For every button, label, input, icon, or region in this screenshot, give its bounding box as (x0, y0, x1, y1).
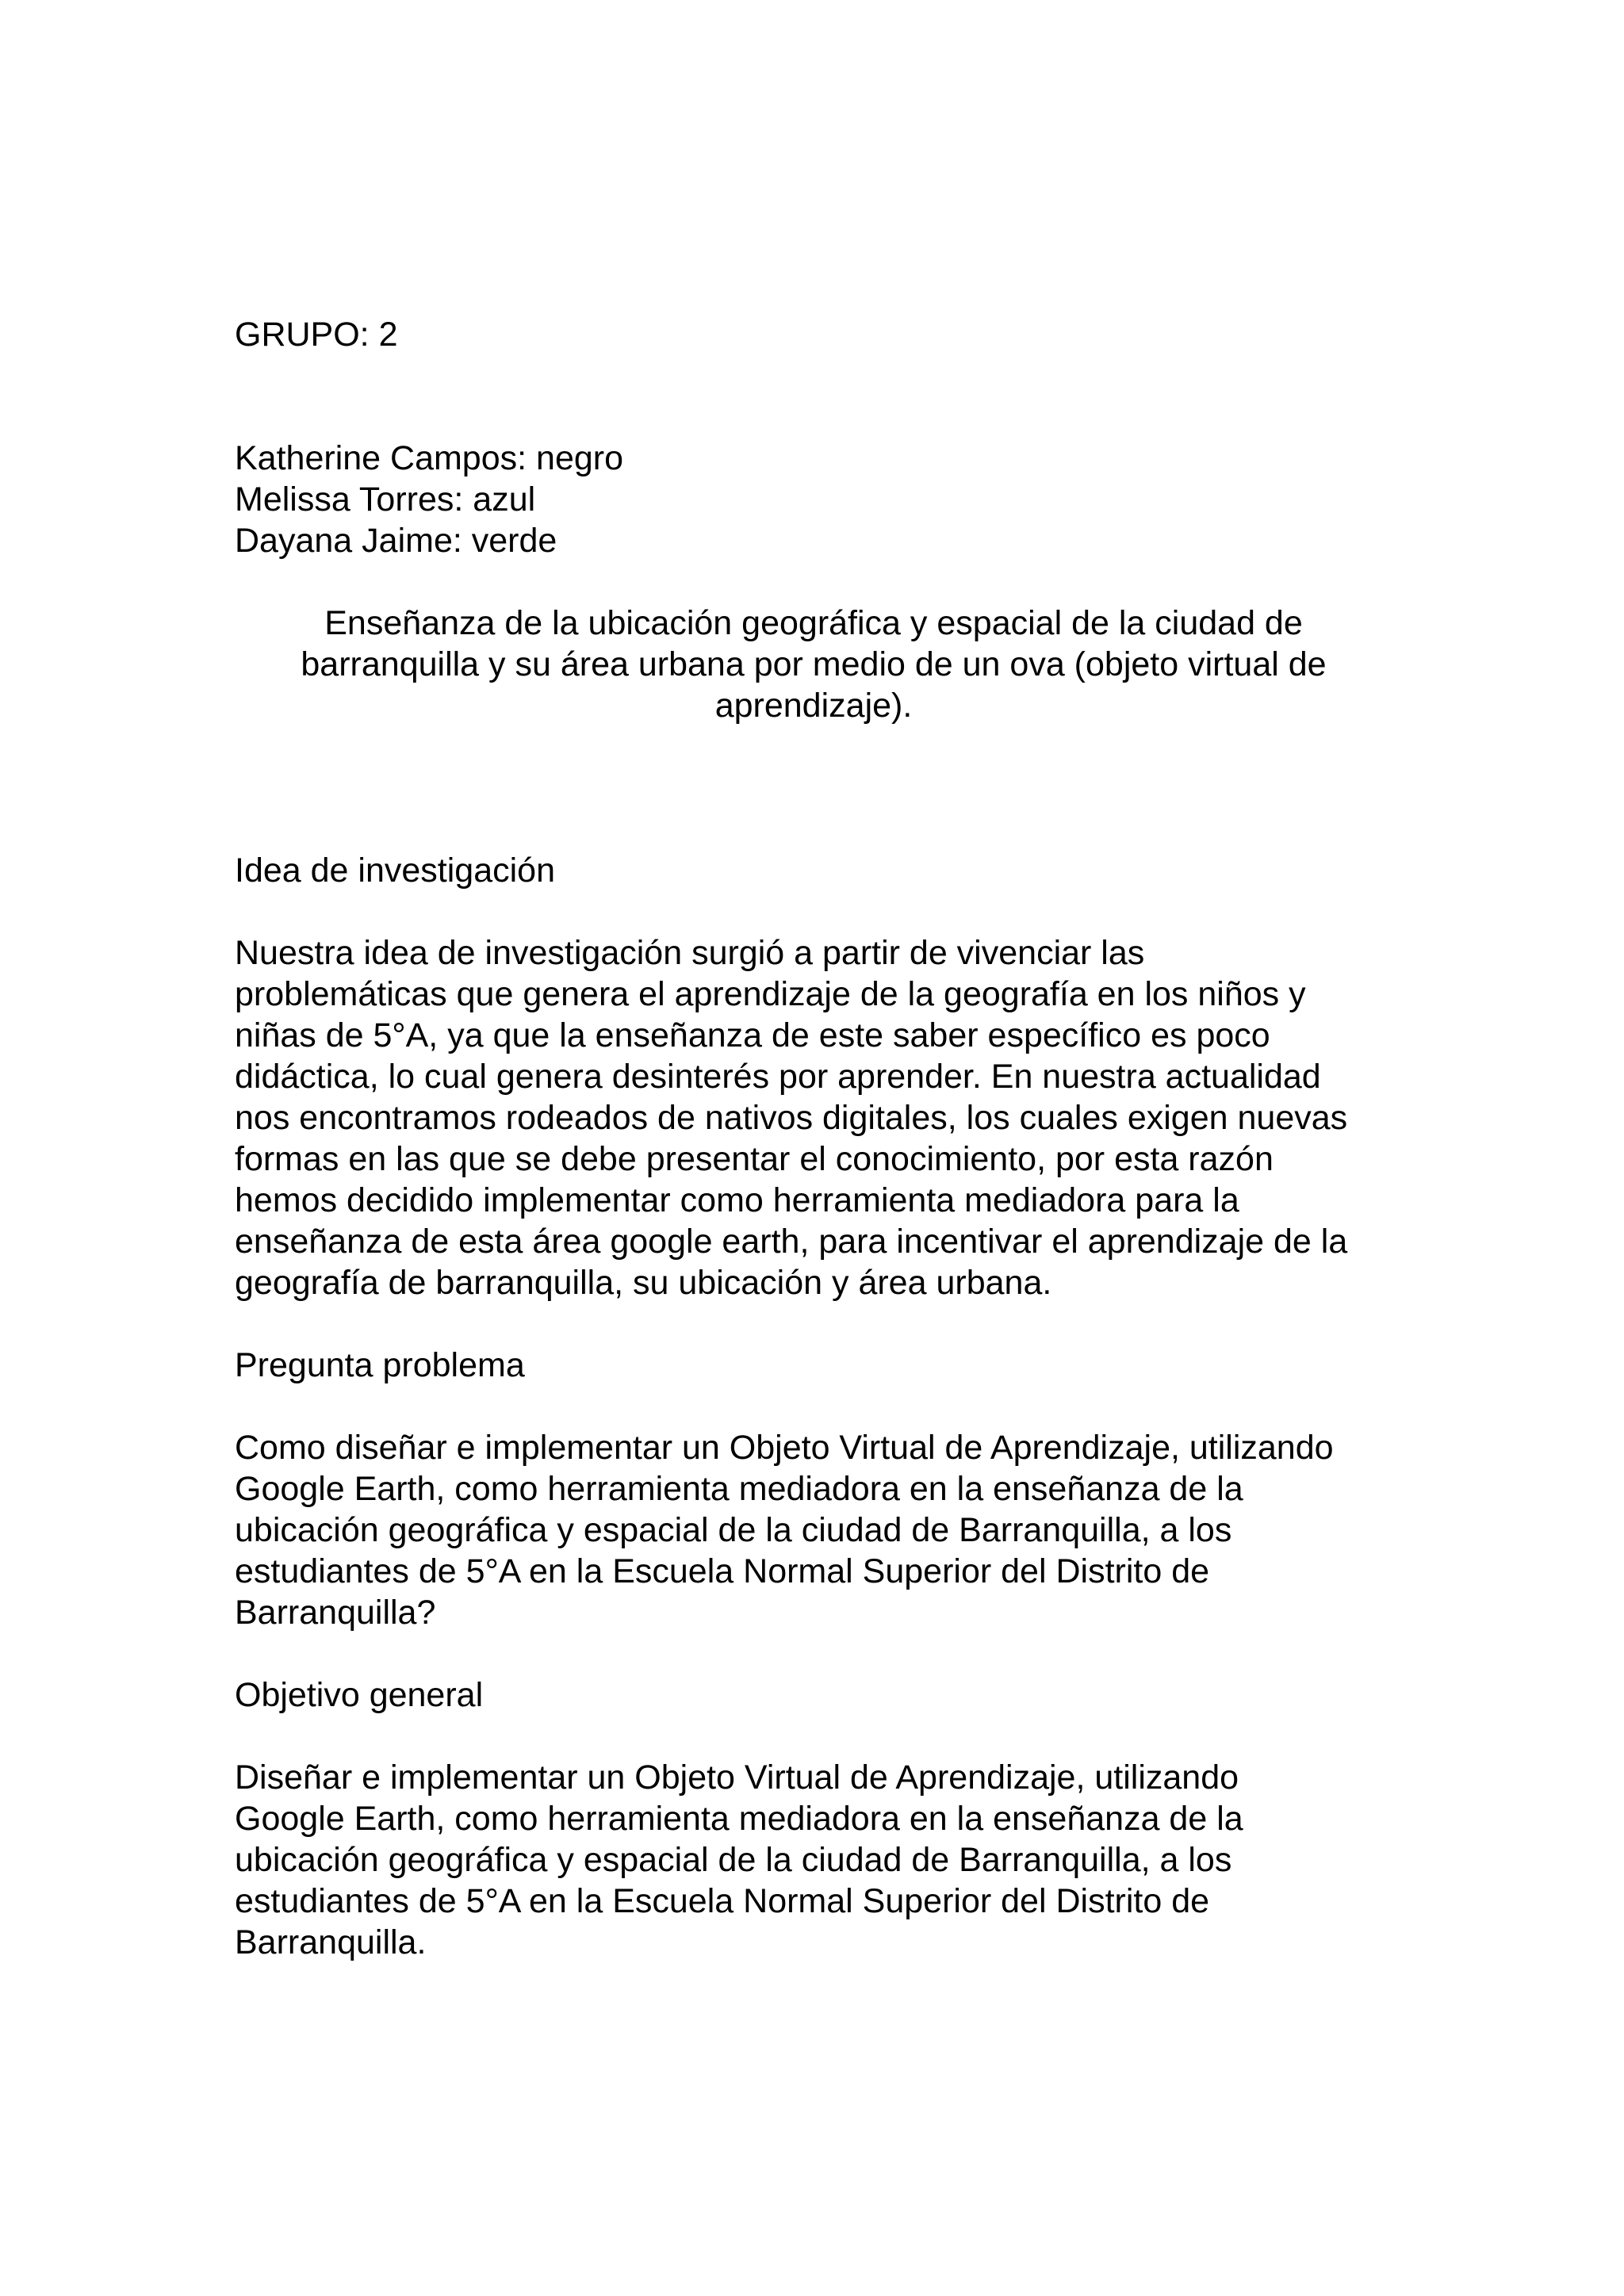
body-line: didáctica, lo cual genera desinterés por aprender. En nuestra actualidad (235, 1058, 1321, 1096)
title-line: Enseñanza de la ubicación geográfica y espacial de la ciudad de (324, 604, 1303, 642)
body-line: geografía de barranquilla, su ubicación y área urbana. (235, 1264, 1052, 1302)
document-content (235, 314, 1392, 2004)
body-line: ubicación geográfica y espacial de la ciudad de Barranquilla, a los (235, 1841, 1232, 1879)
members-list (235, 438, 1392, 561)
body-line: Diseñar e implementar un Objeto Virtual de Aprendizaje, utilizando (235, 1758, 1239, 1797)
body-line: formas en las que se debe presentar el conocimiento, por esta razón (235, 1140, 1274, 1178)
title-line: barranquilla y su área urbana por medio de un ova (objeto virtual de (301, 645, 1327, 683)
document-title (235, 603, 1392, 726)
section-heading-objetivo: Objetivo general (235, 1676, 484, 1714)
body-line: estudiantes de 5°A en la Escuela Normal Superior del Distrito de (235, 1882, 1210, 1920)
section-heading-pregunta: Pregunta problema (235, 1346, 525, 1384)
body-line: Barranquilla. (235, 1923, 427, 1961)
section-heading-idea: Idea de investigación (235, 851, 556, 890)
group-label: GRUPO: 2 (235, 316, 398, 354)
body-line: Como diseñar e implementar un Objeto Virtual de Aprendizaje, utilizando (235, 1429, 1334, 1467)
body-line: hemos decidido implementar como herramienta mediadora para la (235, 1181, 1239, 1219)
section-body-idea (235, 932, 1392, 1303)
member-3: Dayana Jaime: verde (235, 522, 557, 560)
body-line: estudiantes de 5°A en la Escuela Normal Superior del Distrito de (235, 1552, 1210, 1590)
member-2: Melissa Torres: azul (235, 480, 536, 519)
body-line: ubicación geográfica y espacial de la ciudad de Barranquilla, a los (235, 1511, 1232, 1549)
section-body-pregunta (235, 1427, 1392, 1633)
body-line: nos encontramos rodeados de nativos digitales, los cuales exigen nuevas (235, 1099, 1348, 1137)
body-line: Barranquilla? (235, 1594, 436, 1632)
body-line: Nuestra idea de investigación surgió a partir de vivenciar las (235, 934, 1145, 972)
body-line: Google Earth, como herramienta mediadora en la enseñanza de la (235, 1800, 1243, 1838)
title-line: aprendizaje). (714, 687, 913, 725)
member-1: Katherine Campos: negro (235, 439, 624, 477)
body-line: Google Earth, como herramienta mediadora en la enseñanza de la (235, 1470, 1243, 1508)
body-line: enseñanza de esta área google earth, para incentivar el aprendizaje de la (235, 1223, 1348, 1261)
section-body-objetivo (235, 1757, 1392, 1963)
body-line: problemáticas que genera el aprendizaje de la geografía en los niños y (235, 975, 1306, 1013)
body-line: niñas de 5°A, ya que la enseñanza de este saber específico es poco (235, 1016, 1270, 1054)
